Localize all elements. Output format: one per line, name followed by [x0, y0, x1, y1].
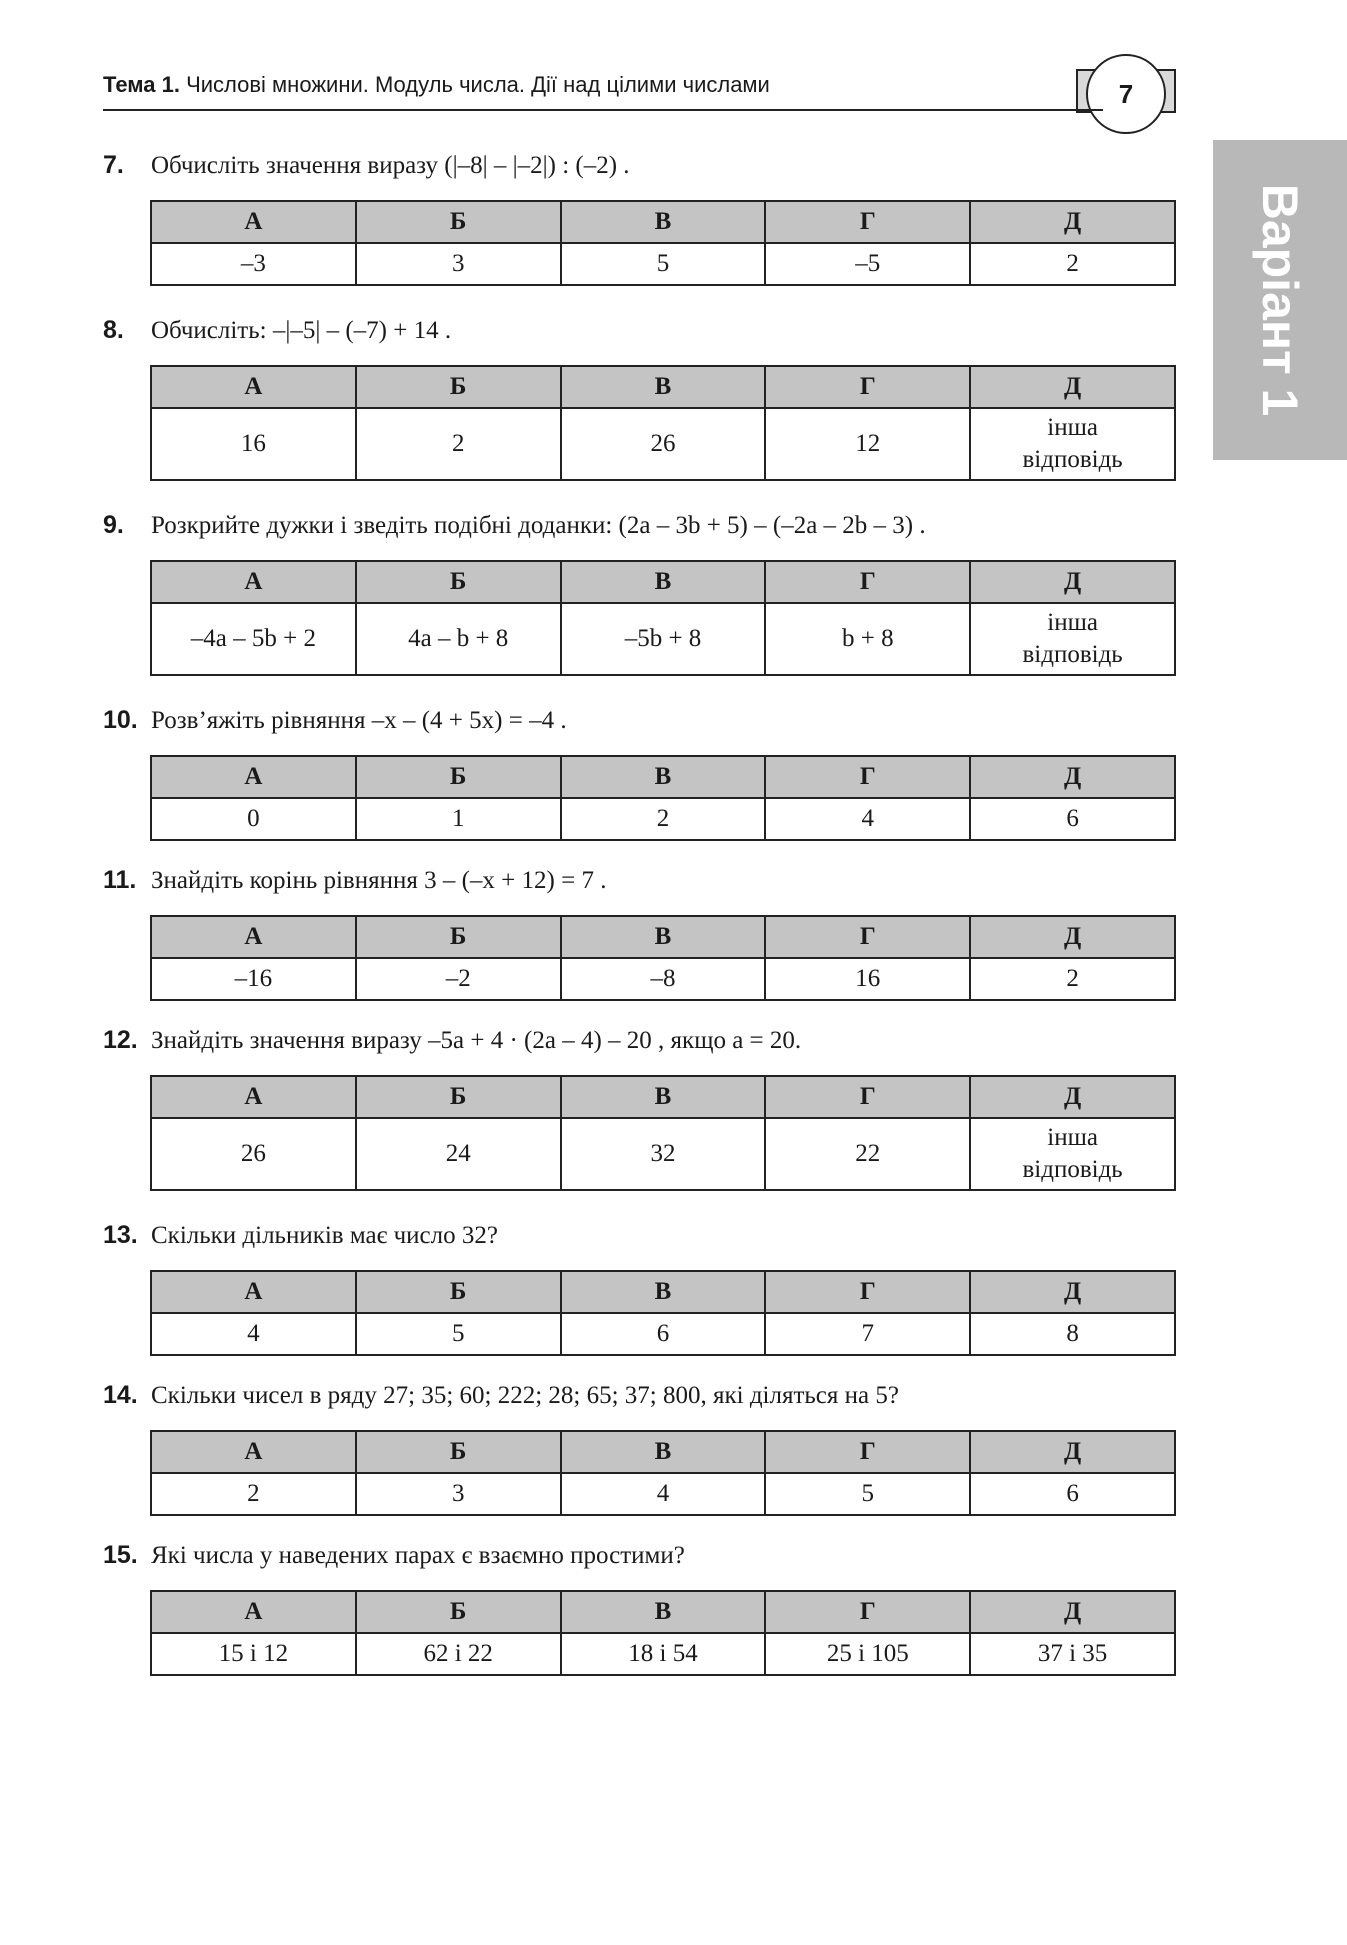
- answer-option-letter: Д: [970, 561, 1175, 603]
- task-text: Скільки чисел в ряду 27; 35; 60; 222; 28; 65; 37; 800, які діляться на 5?: [151, 1382, 899, 1409]
- answer-option-letter: В: [561, 756, 766, 798]
- answer-option-letter: Д: [970, 1271, 1175, 1313]
- answer-option-value: 4: [151, 1313, 356, 1355]
- answer-option-letter: Г: [765, 756, 970, 798]
- answer-option-value: 2: [151, 1473, 356, 1515]
- task-question: [103, 1020, 1178, 1060]
- answer-option-letter: Д: [970, 1591, 1175, 1633]
- answer-option-value: інша відповідь: [970, 1118, 1175, 1190]
- task-14: [103, 1375, 1178, 1507]
- task-question: [103, 860, 1178, 900]
- task-number: 13.: [103, 1221, 138, 1249]
- answer-option-letter: Г: [765, 201, 970, 243]
- answer-table: [150, 755, 1176, 841]
- answer-option-value: 6: [561, 1313, 766, 1355]
- answer-option-letter: Б: [356, 756, 561, 798]
- task-question: [103, 700, 1178, 740]
- answer-option-value: 1: [356, 798, 561, 840]
- answer-option-letter: Г: [765, 366, 970, 408]
- task-question: [103, 145, 1178, 185]
- answer-option-letter: Д: [970, 201, 1175, 243]
- answer-header-row: [151, 1591, 1175, 1633]
- answer-option-letter: Д: [970, 756, 1175, 798]
- answer-value-row: [151, 243, 1175, 285]
- answer-option-value: b + 8: [765, 603, 970, 675]
- task-11: [103, 860, 1178, 992]
- answer-option-value: 5: [765, 1473, 970, 1515]
- answer-option-value: 62 і 22: [356, 1633, 561, 1675]
- answer-option-value: 15 і 12: [151, 1633, 356, 1675]
- task-text: Знайдіть значення виразу –5a + 4 · (2a – 4) – 20 , якщо a = 20.: [151, 1027, 802, 1054]
- answer-option-value: 0: [151, 798, 356, 840]
- topic-label: Тема 1.: [103, 72, 180, 97]
- answer-option-value: –3: [151, 243, 356, 285]
- answer-table: [150, 1590, 1176, 1676]
- answer-header-row: [151, 1271, 1175, 1313]
- answer-option-letter: А: [151, 1271, 356, 1313]
- answer-table: [150, 915, 1176, 1001]
- answer-option-value: 7: [765, 1313, 970, 1355]
- answer-option-letter: Г: [765, 1431, 970, 1473]
- task-question: [103, 1215, 1178, 1255]
- answer-option-value: –16: [151, 958, 356, 1000]
- topic-heading: [103, 72, 770, 98]
- answer-option-value: 26: [151, 1118, 356, 1190]
- answer-option-letter: Б: [356, 561, 561, 603]
- answer-table: [150, 1075, 1176, 1191]
- answer-option-value: 2: [356, 408, 561, 480]
- task-number: 12.: [103, 1026, 138, 1054]
- task-number: 15.: [103, 1541, 138, 1569]
- answer-option-letter: В: [561, 916, 766, 958]
- page-number: 7: [1118, 79, 1134, 109]
- answer-option-value: –5: [765, 243, 970, 285]
- task-9: [103, 505, 1178, 668]
- answer-option-letter: Б: [356, 366, 561, 408]
- answer-value-row: [151, 1473, 1175, 1515]
- answer-option-value: 12: [765, 408, 970, 480]
- answer-option-letter: Б: [356, 201, 561, 243]
- answer-option-value: –5b + 8: [561, 603, 766, 675]
- answer-option-letter: Д: [970, 1431, 1175, 1473]
- answer-option-value: інша відповідь: [970, 408, 1175, 480]
- task-13: [103, 1215, 1178, 1347]
- answer-option-letter: А: [151, 561, 356, 603]
- answer-option-value: 16: [765, 958, 970, 1000]
- answer-option-letter: Б: [356, 916, 561, 958]
- answer-header-row: [151, 1076, 1175, 1118]
- answer-value-row: [151, 1633, 1175, 1675]
- answer-option-value: 26: [561, 408, 766, 480]
- answer-option-letter: В: [561, 366, 766, 408]
- task-question: [103, 1375, 1178, 1415]
- answer-option-value: інша відповідь: [970, 603, 1175, 675]
- answer-option-letter: В: [561, 1271, 766, 1313]
- answer-option-value: 4: [765, 798, 970, 840]
- answer-option-value: 24: [356, 1118, 561, 1190]
- answer-option-value: 8: [970, 1313, 1175, 1355]
- task-7: [103, 145, 1178, 277]
- task-number: 8.: [103, 316, 124, 344]
- task-question: [103, 1535, 1178, 1575]
- answer-option-letter: А: [151, 1431, 356, 1473]
- answer-option-letter: Г: [765, 1271, 970, 1313]
- answer-option-letter: А: [151, 1076, 356, 1118]
- answer-table: [150, 560, 1176, 676]
- task-number: 14.: [103, 1381, 138, 1409]
- answer-option-letter: В: [561, 201, 766, 243]
- answer-option-letter: Д: [970, 366, 1175, 408]
- answer-option-letter: В: [561, 1076, 766, 1118]
- answer-option-value: 5: [356, 1313, 561, 1355]
- answer-option-letter: Г: [765, 1591, 970, 1633]
- task-8: [103, 310, 1178, 473]
- answer-option-value: 4: [561, 1473, 766, 1515]
- answer-value-row: [151, 958, 1175, 1000]
- answer-value-row: [151, 408, 1175, 480]
- answer-option-letter: Д: [970, 1076, 1175, 1118]
- answer-header-row: [151, 366, 1175, 408]
- answer-table: [150, 1270, 1176, 1356]
- answer-option-letter: А: [151, 201, 356, 243]
- header-rule: [103, 109, 1103, 111]
- task-text: Обчисліть: –|–5| – (–7) + 14 .: [151, 317, 452, 344]
- task-10: [103, 700, 1178, 832]
- task-text: Розв’яжіть рівняння –x – (4 + 5x) = –4 .: [151, 707, 567, 734]
- answer-option-letter: Г: [765, 916, 970, 958]
- answer-option-letter: А: [151, 1591, 356, 1633]
- topic-title: Числові множини. Модуль числа. Дії над цілими числами: [186, 72, 770, 97]
- answer-value-row: [151, 603, 1175, 675]
- answer-header-row: [151, 561, 1175, 603]
- task-text: Скільки дільників має число 32?: [151, 1222, 498, 1249]
- task-text: Які числа у наведених парах є взаємно простими?: [151, 1542, 685, 1569]
- task-15: [103, 1535, 1178, 1667]
- answer-option-value: 5: [561, 243, 766, 285]
- answer-header-row: [151, 756, 1175, 798]
- answer-value-row: [151, 1118, 1175, 1190]
- variant-side-tab: [1213, 140, 1347, 460]
- answer-option-letter: Б: [356, 1271, 561, 1313]
- answer-table: [150, 365, 1176, 481]
- answer-option-letter: В: [561, 1431, 766, 1473]
- answer-table: [150, 200, 1176, 286]
- answer-option-value: 22: [765, 1118, 970, 1190]
- answer-option-value: 25 і 105: [765, 1633, 970, 1675]
- answer-option-letter: А: [151, 366, 356, 408]
- answer-option-letter: Б: [356, 1591, 561, 1633]
- answer-option-value: –4a – 5b + 2: [151, 603, 356, 675]
- answer-value-row: [151, 1313, 1175, 1355]
- answer-option-value: 3: [356, 243, 561, 285]
- answer-option-letter: В: [561, 1591, 766, 1633]
- variant-label: Варіант 1: [1252, 183, 1308, 417]
- answer-option-letter: Г: [765, 1076, 970, 1118]
- task-text: Знайдіть корінь рівняння 3 – (–x + 12) = 7 .: [151, 867, 607, 894]
- answer-header-row: [151, 916, 1175, 958]
- answer-option-value: 3: [356, 1473, 561, 1515]
- answer-header-row: [151, 201, 1175, 243]
- page-header: [103, 60, 1170, 110]
- answer-option-letter: Б: [356, 1431, 561, 1473]
- answer-header-row: [151, 1431, 1175, 1473]
- answer-option-value: 16: [151, 408, 356, 480]
- answer-option-letter: А: [151, 916, 356, 958]
- task-text: Обчисліть значення виразу (|–8| – |–2|) : (–2) .: [151, 152, 630, 179]
- answer-option-value: 2: [970, 958, 1175, 1000]
- answer-value-row: [151, 798, 1175, 840]
- task-number: 10.: [103, 706, 138, 734]
- task-number: 11.: [103, 866, 137, 894]
- answer-option-value: –2: [356, 958, 561, 1000]
- answer-option-value: 37 і 35: [970, 1633, 1175, 1675]
- task-question: [103, 310, 1178, 350]
- answer-option-value: –8: [561, 958, 766, 1000]
- answer-option-value: 18 і 54: [561, 1633, 766, 1675]
- task-number: 9.: [103, 511, 124, 539]
- answer-option-value: 32: [561, 1118, 766, 1190]
- answer-option-letter: А: [151, 756, 356, 798]
- answer-option-value: 2: [561, 798, 766, 840]
- answer-option-letter: Д: [970, 916, 1175, 958]
- answer-table: [150, 1430, 1176, 1516]
- answer-option-letter: Г: [765, 561, 970, 603]
- answer-option-value: 6: [970, 1473, 1175, 1515]
- answer-option-letter: Б: [356, 1076, 561, 1118]
- task-question: [103, 505, 1178, 545]
- answer-option-value: 4a – b + 8: [356, 603, 561, 675]
- answer-option-value: 6: [970, 798, 1175, 840]
- answer-option-letter: В: [561, 561, 766, 603]
- task-text: Розкрийте дужки і зведіть подібні доданки: (2a – 3b + 5) – (–2a – 2b – 3) .: [151, 512, 926, 539]
- task-12: [103, 1020, 1178, 1183]
- answer-option-value: 2: [970, 243, 1175, 285]
- task-number: 7.: [103, 151, 124, 179]
